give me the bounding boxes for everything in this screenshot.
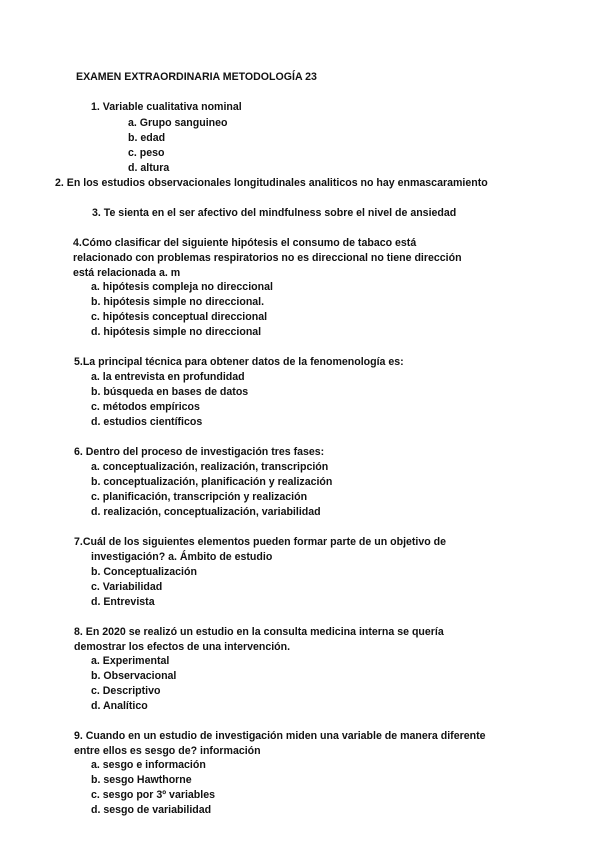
question-5-option-a: a. la entrevista en profundidad [91, 371, 245, 383]
question-9-option-a: a. sesgo e información [91, 759, 206, 771]
question-7-line-1: 7.Cuál de los siguientes elementos pueden formar parte de un objetivo de [74, 536, 447, 548]
question-8-option-b: b. Observacional [91, 670, 177, 682]
question-7-option-b: b. Conceptualización [91, 566, 197, 578]
question-2: 2. En los estudios observacionales longitudinales analiticos no hay enmascaramiento [55, 177, 488, 189]
question-4-line-1: 4.Cómo clasificar del siguiente hipótesis el consumo de tabaco está [73, 237, 417, 249]
question-5-option-d: d. estudios científicos [91, 416, 203, 428]
question-3: 3. Te sienta en el ser afectivo del mindfulness sobre el nivel de ansiedad [92, 207, 457, 219]
question-1: 1. Variable cualitativa nominal [91, 101, 242, 113]
question-9-option-c: c. sesgo por 3º variables [91, 789, 215, 801]
question-7-option-d: d. Entrevista [91, 596, 155, 608]
question-4-option-a: a. hipótesis compleja no direccional [91, 281, 273, 293]
question-8-option-c: c. Descriptivo [91, 685, 161, 697]
question-5: 5.La principal técnica para obtener datos de la fenomenología es: [74, 356, 404, 368]
question-4-option-c: c. hipótesis conceptual direccional [91, 311, 268, 323]
question-7-option-c: c. Variabilidad [91, 581, 163, 593]
question-6-option-c: c. planificación, transcripción y realización [91, 491, 308, 503]
question-9-option-b: b. sesgo Hawthorne [91, 774, 192, 786]
question-1-option-c: c. peso [128, 147, 165, 159]
question-6-option-d: d. realización, conceptualización, variabilidad [91, 506, 321, 518]
question-1-option-b: b. edad [128, 132, 166, 144]
question-5-option-c: c. métodos empíricos [91, 401, 200, 413]
question-1-option-d: d. altura [128, 162, 170, 174]
question-8-option-a: a. Experimental [91, 655, 170, 667]
question-6-option-a: a. conceptualización, realización, transcripción [91, 461, 329, 473]
question-7-line-2: investigación? a. Ámbito de estudio [91, 551, 273, 563]
question-4-option-d: d. hipótesis simple no direccional [91, 326, 262, 338]
question-5-option-b: b. búsqueda en bases de datos [91, 386, 249, 398]
question-9-line-2: entre ellos es sesgo de? información [74, 745, 261, 757]
question-8-line-2: demostrar los efectos de una intervención. [74, 641, 291, 653]
question-1-option-a: a. Grupo sanguineo [128, 117, 228, 129]
question-6: 6. Dentro del proceso de investigación tres fases: [74, 446, 325, 458]
question-9-line-1: 9. Cuando en un estudio de investigación miden una variable de manera diferente [74, 730, 486, 742]
exam-title: EXAMEN EXTRAORDINARIA METODOLOGÍA 23 [76, 71, 317, 83]
question-4-option-b: b. hipótesis simple no direccional. [91, 296, 265, 308]
question-8-option-d: d. Analítico [91, 700, 148, 712]
question-4-line-2: relacionado con problemas respiratorios no es direccional no tiene dirección [73, 252, 462, 264]
question-4-line-3: está relacionada a. m [73, 267, 181, 279]
question-8-line-1: 8. En 2020 se realizó un estudio en la consulta medicina interna se quería [74, 626, 444, 638]
question-6-option-b: b. conceptualización, planificación y realización [91, 476, 333, 488]
question-9-option-d: d. sesgo de variabilidad [91, 804, 212, 816]
